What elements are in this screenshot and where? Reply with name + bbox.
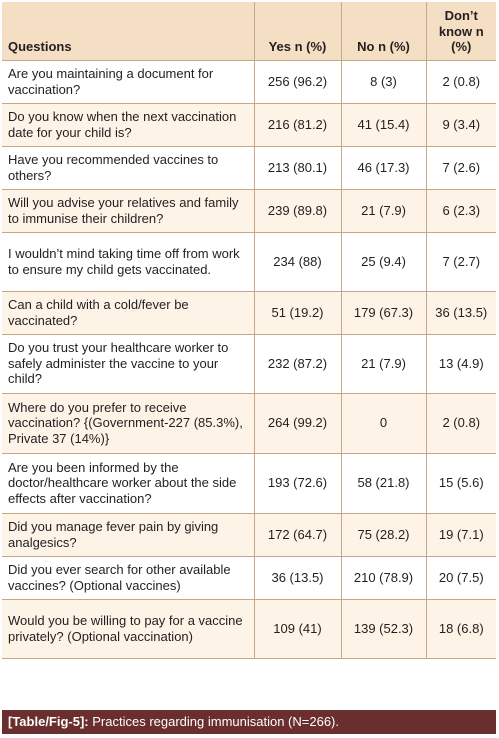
no-cell: 179 (67.3) bbox=[341, 291, 426, 334]
header-row bbox=[2, 2, 496, 60]
table-row bbox=[2, 513, 496, 556]
table-caption bbox=[2, 710, 496, 734]
dont-know-cell: 15 (5.6) bbox=[426, 453, 496, 513]
no-cell: 210 (78.9) bbox=[341, 556, 426, 599]
practices-table bbox=[2, 2, 496, 659]
table-row bbox=[2, 393, 496, 453]
table-row bbox=[2, 599, 496, 658]
yes-cell: 172 (64.7) bbox=[254, 513, 341, 556]
header-yes: Yes n (%) bbox=[254, 2, 341, 60]
yes-cell: 216 (81.2) bbox=[254, 103, 341, 146]
yes-cell: 264 (99.2) bbox=[254, 393, 341, 453]
yes-cell: 109 (41) bbox=[254, 599, 341, 658]
dont-know-cell: 7 (2.6) bbox=[426, 146, 496, 189]
table-row bbox=[2, 60, 496, 103]
yes-cell: 36 (13.5) bbox=[254, 556, 341, 599]
header-questions: Questions bbox=[2, 2, 254, 60]
question-cell: Can a child with a cold/fever be vaccinated? bbox=[2, 291, 254, 334]
dont-know-cell: 2 (0.8) bbox=[426, 60, 496, 103]
no-cell: 41 (15.4) bbox=[341, 103, 426, 146]
table-row bbox=[2, 103, 496, 146]
question-cell: Do you trust your healthcare worker to safely administer the vaccine to your child? bbox=[2, 334, 254, 393]
header-no: No n (%) bbox=[341, 2, 426, 60]
dont-know-cell: 2 (0.8) bbox=[426, 393, 496, 453]
no-cell: 8 (3) bbox=[341, 60, 426, 103]
yes-cell: 256 (96.2) bbox=[254, 60, 341, 103]
no-cell: 139 (52.3) bbox=[341, 599, 426, 658]
dont-know-cell: 9 (3.4) bbox=[426, 103, 496, 146]
table-row bbox=[2, 334, 496, 393]
yes-cell: 234 (88) bbox=[254, 232, 341, 291]
question-cell: Would you be willing to pay for a vaccine privately? (Optional vaccination) bbox=[2, 599, 254, 658]
dont-know-cell: 36 (13.5) bbox=[426, 291, 496, 334]
dont-know-cell: 13 (4.9) bbox=[426, 334, 496, 393]
table-row bbox=[2, 189, 496, 232]
yes-cell: 232 (87.2) bbox=[254, 334, 341, 393]
question-cell: Where do you prefer to receive vaccination? {(Government-227 (85.3%), Private 37 (14%)} bbox=[2, 393, 254, 453]
table-row bbox=[2, 556, 496, 599]
question-cell: Do you know when the next vaccination date for your child is? bbox=[2, 103, 254, 146]
question-cell: Will you advise your relatives and family to immunise their children? bbox=[2, 189, 254, 232]
header-dont-know: Don’t know n (%) bbox=[426, 2, 496, 60]
no-cell: 0 bbox=[341, 393, 426, 453]
caption-label: [Table/Fig-5]: bbox=[8, 714, 89, 729]
dont-know-cell: 19 (7.1) bbox=[426, 513, 496, 556]
yes-cell: 193 (72.6) bbox=[254, 453, 341, 513]
dont-know-cell: 6 (2.3) bbox=[426, 189, 496, 232]
no-cell: 21 (7.9) bbox=[341, 189, 426, 232]
dont-know-cell: 7 (2.7) bbox=[426, 232, 496, 291]
caption-text: Practices regarding immunisation (N=266). bbox=[88, 714, 339, 729]
no-cell: 25 (9.4) bbox=[341, 232, 426, 291]
table-row bbox=[2, 232, 496, 291]
table-row bbox=[2, 291, 496, 334]
question-cell: Have you recommended vaccines to others? bbox=[2, 146, 254, 189]
question-cell: Are you been informed by the doctor/healthcare worker about the side effects after vaccination? bbox=[2, 453, 254, 513]
table-row bbox=[2, 146, 496, 189]
question-cell: I wouldn’t mind taking time off from work to ensure my child gets vaccinated. bbox=[2, 232, 254, 291]
yes-cell: 239 (89.8) bbox=[254, 189, 341, 232]
yes-cell: 51 (19.2) bbox=[254, 291, 341, 334]
yes-cell: 213 (80.1) bbox=[254, 146, 341, 189]
table-row bbox=[2, 453, 496, 513]
dont-know-cell: 18 (6.8) bbox=[426, 599, 496, 658]
question-cell: Are you maintaining a document for vaccination? bbox=[2, 60, 254, 103]
no-cell: 21 (7.9) bbox=[341, 334, 426, 393]
no-cell: 58 (21.8) bbox=[341, 453, 426, 513]
dont-know-cell: 20 (7.5) bbox=[426, 556, 496, 599]
question-cell: Did you ever search for other available vaccines? (Optional vaccines) bbox=[2, 556, 254, 599]
no-cell: 75 (28.2) bbox=[341, 513, 426, 556]
question-cell: Did you manage fever pain by giving analgesics? bbox=[2, 513, 254, 556]
table-frame bbox=[2, 2, 496, 736]
no-cell: 46 (17.3) bbox=[341, 146, 426, 189]
